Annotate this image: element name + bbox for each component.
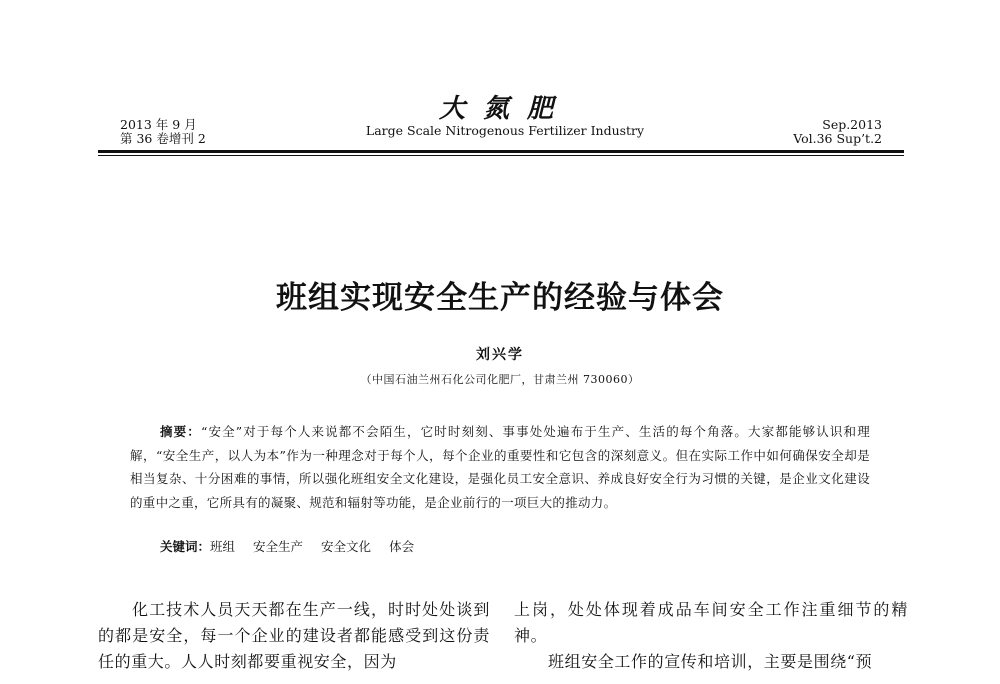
issue-volume: 第 36 卷增刊 2 xyxy=(120,131,206,146)
abstract-label: 摘要： xyxy=(160,424,201,439)
journal-logo: 大氮肥 xyxy=(438,94,571,124)
article-author: 刘兴学 xyxy=(476,347,524,363)
keywords-label: 关键词： xyxy=(160,539,211,554)
header-right xyxy=(793,118,882,146)
keywords xyxy=(160,537,432,555)
issue-volume-en: Vol.36 Sup’t.2 xyxy=(793,131,882,146)
abstract xyxy=(130,420,870,514)
journal-name-en: Large Scale Nitrogenous Fertilizer Industry xyxy=(365,123,645,138)
article-title: 班组实现安全生产的经验与体会 xyxy=(276,280,724,316)
header-rule-thin xyxy=(98,155,904,156)
issue-date-en: Sep.2013 xyxy=(822,117,882,132)
keyword: 安全文化 xyxy=(321,539,372,554)
keyword: 体会 xyxy=(389,539,415,554)
journal-masthead xyxy=(340,94,670,138)
keyword: 安全生产 xyxy=(253,539,304,554)
header-left xyxy=(120,118,206,146)
author-affiliation: （中国石油兰州石化公司化肥厂，甘肃兰州 730060） xyxy=(360,373,640,386)
issue-date: 2013 年 9 月 xyxy=(120,117,197,132)
keyword: 班组 xyxy=(210,539,236,554)
body-paragraph: 化工技术人员天天都在生产一线，时时处处谈到的都是安全，每一个企业的建设者都能感受到这份责任的重大。人人时刻都要重视安全，因为 xyxy=(98,600,490,671)
body-paragraph: 班组安全工作的宣传和培训，主要是围绕“预 xyxy=(548,652,873,671)
body-column-right xyxy=(514,597,908,675)
abstract-text: “安全”对于每个人来说都不会陌生，它时时刻刻、事事处处遍布于生产、生活的每个角落。大家都能够认识和理解，“安全生产，以人为本”作为一种理念对于每个人，每个企业的重要性和它包含的深刻意义。但在实际工作中如何确保安全却是相当复杂、十分困难的事情，所以强化班组安全文化建设，是强化员工安全意识、养成良好安全行为习惯的关键，是企业文化建设的重中之重，它所具有的凝聚、规范和辐射等功能，是企业前行的一项巨大的推动力。 xyxy=(130,424,870,510)
body-column-left xyxy=(98,597,490,675)
header-rule-thick xyxy=(98,150,904,153)
body-paragraph: 上岗，处处体现着成品车间安全工作注重细节的精神。 xyxy=(514,600,908,645)
